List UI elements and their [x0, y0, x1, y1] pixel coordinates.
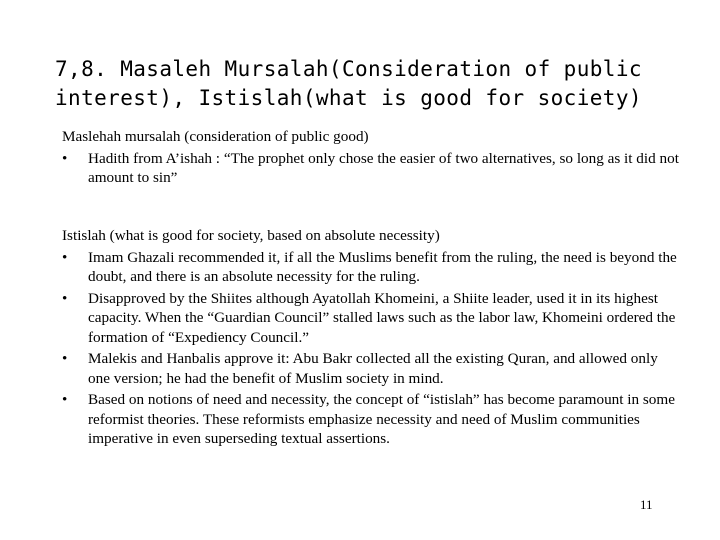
bullet-marker: •: [62, 350, 68, 367]
bullet-marker: •: [62, 149, 68, 167]
bullet-marker: •: [62, 248, 68, 266]
slide-title: 7,8. Masaleh Mursalah(Consideration of public interest), Istislah(what is good for society): [55, 57, 642, 110]
list-item-text: Hadith from A’ishah : “The prophet only chose the easier of two alternatives, so long as it did not amount to sin”: [88, 149, 679, 186]
list-item: [62, 349, 682, 388]
section-heading: Maslehah mursalah (consideration of public good): [62, 128, 369, 145]
list-item-text: Malekis and Hanbalis approve it: Abu Bakr collected all the existing Quran, and allowed only one version; he had the benefit of Muslim society in mind.: [88, 350, 658, 387]
list-item: [62, 149, 682, 188]
section-istislah: [62, 226, 682, 449]
bullet-marker: •: [62, 391, 68, 408]
section-heading: Istislah (what is good for society, based on absolute necessity): [62, 227, 440, 244]
section-maslehah-mursalah: [62, 127, 682, 188]
bullet-list: [62, 248, 682, 449]
list-item: [62, 289, 682, 348]
bullet-marker: •: [62, 289, 68, 307]
list-item-text: Based on notions of need and necessity, the concept of “istislah” has become paramount in some reformist theories. These reformists emphasize necessity and need of Muslim communities imperative in even superseding textual assertions.: [88, 391, 675, 447]
list-item-text: Disapproved by the Shiites although Ayatollah Khomeini, a Shiite leader, used it in its highest capacity. When the “Guardian Council” stalled laws such as the labor law, Khomeini ordered the formation of “Expediency Council.”: [88, 289, 676, 346]
bullet-list: [62, 149, 682, 188]
list-item: [62, 390, 682, 449]
list-item-text: Imam Ghazali recommended it, if all the Muslims benefit from the ruling, the need is beyond the doubt, and there is an absolute necessity for the ruling.: [88, 248, 677, 285]
page-number: 11: [640, 497, 653, 512]
list-item: [62, 248, 682, 287]
